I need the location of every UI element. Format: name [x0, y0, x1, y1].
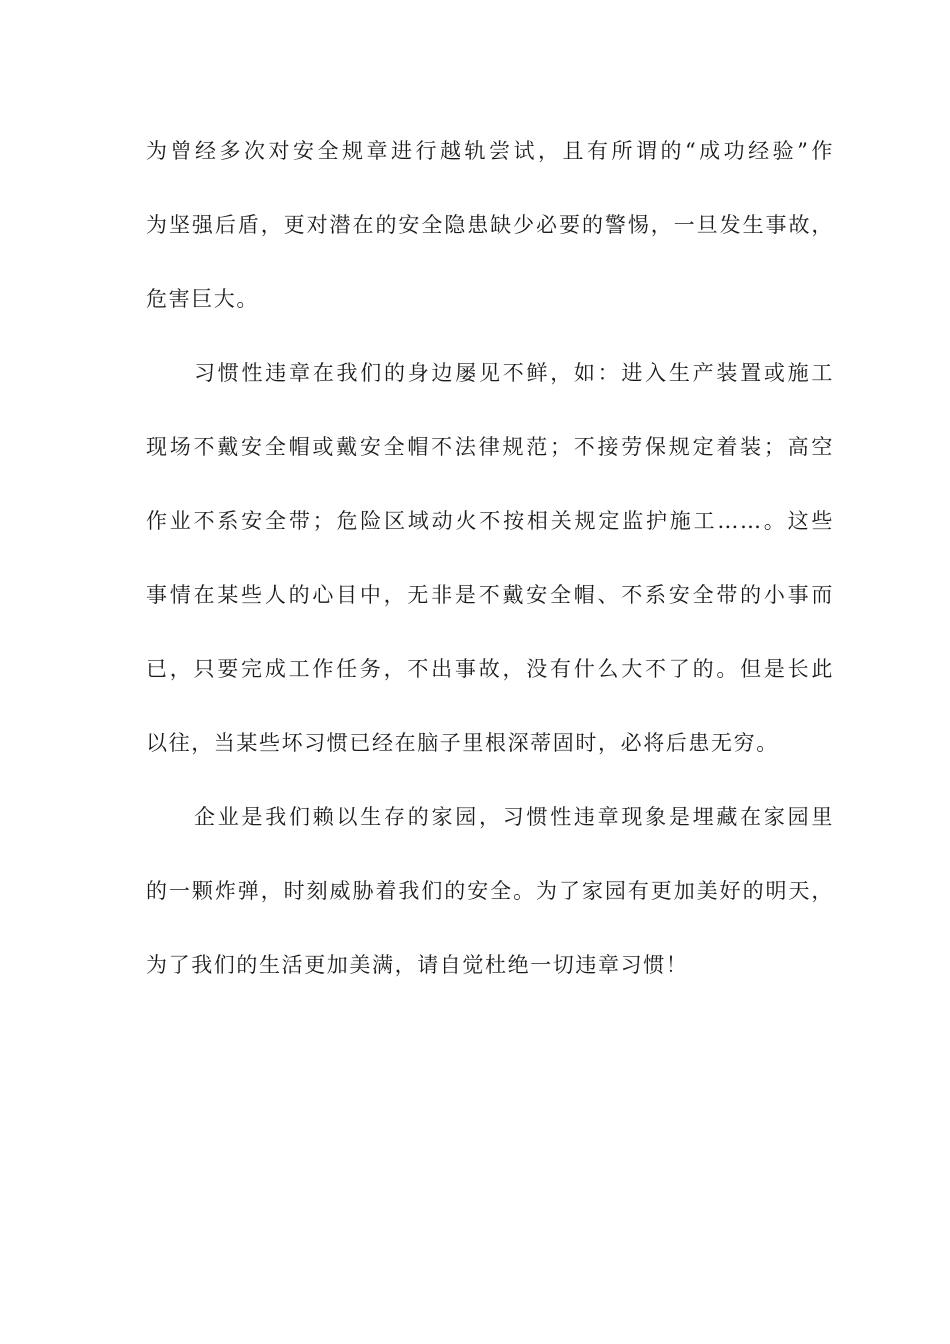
text-line: 为了我们的生活更加美满，请自觉杜绝一切违章习惯！ — [146, 953, 689, 977]
document-body — [146, 133, 834, 984]
text-line: 的一颗炸弹，时刻威胁着我们的安全。为了家园有更加美好的明天， — [146, 879, 834, 903]
text-line: 为曾经多次对安全规章进行越轨尝试，且有所谓的“成功经验”作 — [146, 139, 834, 163]
text-line: 以往，当某些坏习惯已经在脑子里根深蒂固时，必将后患无穷。 — [146, 731, 779, 755]
text-line: 企业是我们赖以生存的家园，习惯性违章现象是埋藏在家园里 — [194, 805, 834, 829]
text-line: 作业不系安全带；危险区域动火不按相关规定监护施工……。这些 — [146, 509, 834, 533]
text-line: 事情在某些人的心目中，无非是不戴安全帽、不系安全带的小事而 — [146, 583, 834, 607]
text-line: 习惯性违章在我们的身边屡见不鲜，如：进入生产装置或施工 — [194, 361, 834, 385]
paragraph-3 — [146, 799, 834, 984]
text-line: 危害巨大。 — [146, 287, 259, 311]
paragraph-2 — [146, 355, 834, 762]
text-line: 为坚强后盾，更对潜在的安全隐患缺少必要的警惕，一旦发生事故， — [146, 213, 834, 237]
paragraph-1 — [146, 133, 834, 318]
text-line: 现场不戴安全帽或戴安全帽不法律规范；不接劳保规定着装；高空 — [146, 435, 834, 459]
text-line: 已，只要完成工作任务，不出事故，没有什么大不了的。但是长此 — [146, 657, 834, 681]
